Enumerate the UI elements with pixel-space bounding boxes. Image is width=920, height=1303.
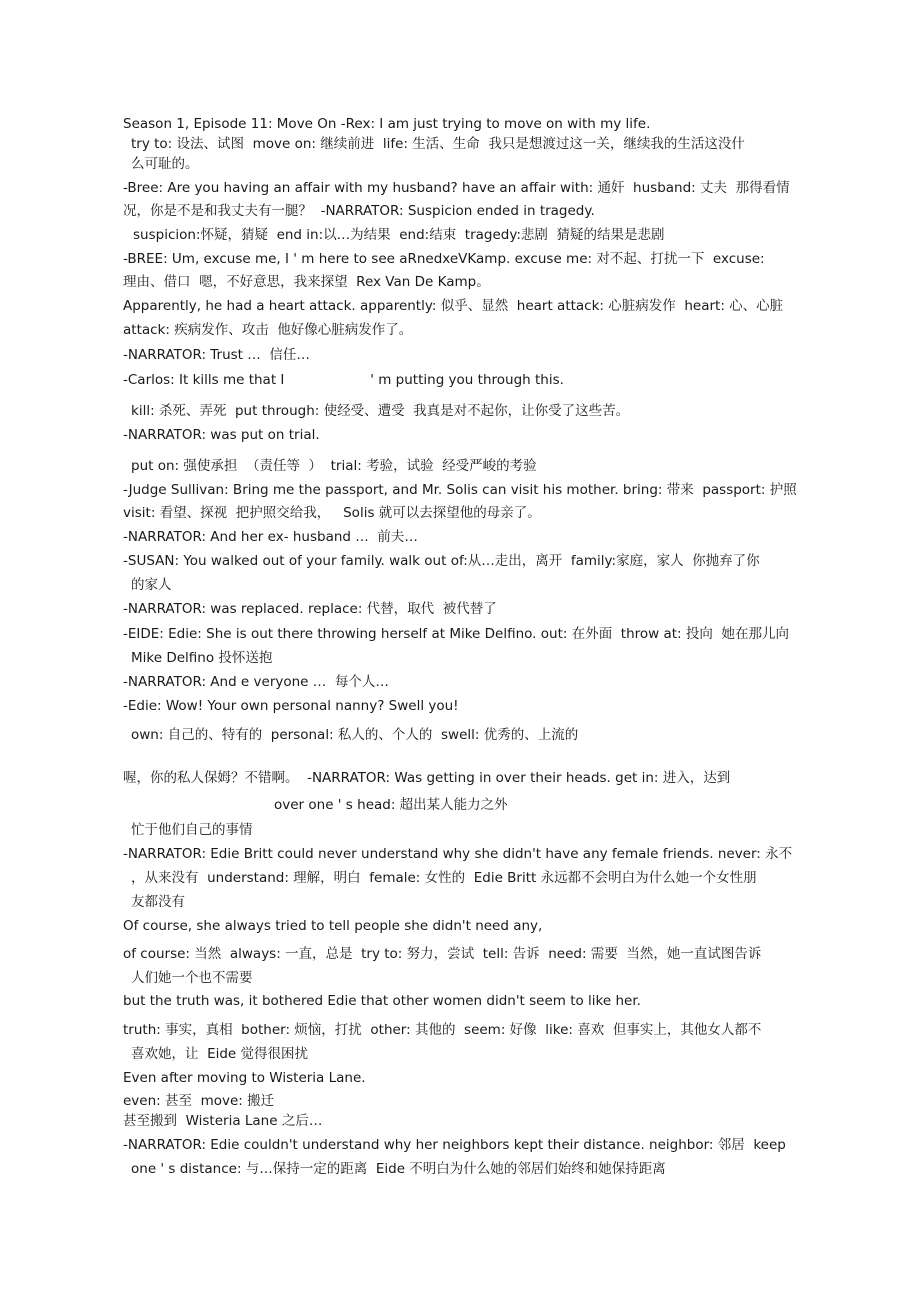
text-line: one ' s distance: 与…保持一定的距离 Eide 不明白为什么她的邻居们始终和她保持距离 — [131, 1161, 666, 1177]
text-line: visit: 看望、探视 把护照交给我， Solis 就可以去探望他的母亲了。 — [123, 505, 541, 521]
text-line: Even after moving to Wisteria Lane. — [123, 1070, 366, 1086]
text-line: attack: 疾病发作、攻击 他好像心脏病发作了。 — [123, 322, 413, 338]
text-line: -Edie: Wow! Your own personal nanny? Swell you! — [123, 698, 459, 714]
text-line: -EIDE: Edie: She is out there throwing herself at Mike Delfino. out: 在外面 throw at: 投向 她在那儿向 — [123, 626, 789, 642]
text-line: kill: 杀死、弄死 put through: 使经受、遭受 我真是对不起你，让你受了这些苦。 — [131, 403, 630, 419]
text-line: of course: 当然 always: 一直，总是 try to: 努力，尝试 tell: 告诉 need: 需要 当然，她一直试图告诉 — [123, 946, 762, 962]
text-line: 况，你是不是和我丈夫有一腿？ -NARRATOR: Suspicion ended in tragedy. — [123, 203, 595, 219]
text-line: Of course, she always tried to tell people she didn't need any, — [123, 918, 543, 934]
text-line: Apparently, he had a heart attack. apparently: 似乎、显然 heart attack: 心脏病发作 heart: 心、心脏 — [123, 298, 784, 314]
text-line: 么可耻的。 — [131, 156, 199, 172]
text-line: ，从来没有 understand: 理解，明白 female: 女性的 Edie Britt 永远都不会明白为什么她一个女性朋 — [131, 870, 757, 886]
text-line: -Judge Sullivan: Bring me the passport, and Mr. Solis can visit his mother. bring: 带来 passport: 护照 — [123, 482, 797, 498]
text-line: 友都没有 — [131, 894, 185, 910]
text-line: -NARRATOR: Edie Britt could never understand why she didn't have any female friends. never: 永不 — [123, 846, 793, 862]
text-line: Mike Delfino 投怀送抱 — [131, 650, 273, 666]
text-line: 的家人 — [131, 577, 172, 593]
text-line: -NARRATOR: was put on trial. — [123, 427, 320, 443]
text-line: 喔，你的私人保姆？不错啊。 -NARRATOR: Was getting in over their heads. get in: 进入，达到 — [123, 770, 731, 786]
text-line: try to: 设法、试图 move on: 继续前进 life: 生活、生命 我只是想渡过这一关，继续我的生活这没什 — [131, 136, 745, 152]
text-line: -NARRATOR: was replaced. replace: 代替，取代 被代替了 — [123, 601, 497, 617]
text-line: -BREE: Um, excuse me, I ' m here to see aRnedxeVKamp. excuse me: 对不起、打扰一下 excuse: — [123, 251, 765, 267]
text-line: put on: 强使承担 （责任等 ） trial: 考验，试验 经受严峻的考验 — [131, 458, 537, 474]
text-line: -NARRATOR: Edie couldn't understand why her neighbors kept their distance. neighbor: 邻居 keep — [123, 1137, 786, 1153]
text-line: -Bree: Are you having an affair with my husband? have an affair with: 通奸 husband: 丈夫 那得看情 — [123, 180, 790, 196]
text-line: 喜欢她，让 Eide 觉得很困扰 — [131, 1046, 309, 1062]
text-line: Season 1, Episode 11: Move On -Rex: I am just trying to move on with my life. — [123, 116, 651, 132]
text-line: even: 甚至 move: 搬迁 — [123, 1093, 275, 1109]
text-line: 甚至搬到 Wisteria Lane 之后… — [123, 1113, 323, 1129]
text-line: -NARRATOR: Trust … 信任… — [123, 347, 310, 363]
text-line: -NARRATOR: And her ex- husband … 前夫… — [123, 529, 418, 545]
text-line: suspicion:怀疑，猜疑 end in:以…为结果 end:结束 tragedy:悲剧 猜疑的结果是悲剧 — [133, 227, 665, 243]
text-line: -SUSAN: You walked out of your family. walk out of:从…走出，离开 family:家庭，家人 你抛弃了你 — [123, 553, 760, 569]
text-line: -NARRATOR: And e veryone … 每个人… — [123, 674, 389, 690]
text-line: truth: 事实，真相 bother: 烦恼，打扰 other: 其他的 seem: 好像 like: 喜欢 但事实上，其他女人都不 — [123, 1022, 762, 1038]
text-line: but the truth was, it bothered Edie that other women didn't seem to like her. — [123, 993, 641, 1009]
text-line: 人们她一个也不需要 — [131, 970, 253, 986]
text-line: 忙于他们自己的事情 — [131, 822, 253, 838]
text-line: over one ' s head: 超出某人能力之外 — [274, 797, 508, 813]
text-line: own: 自己的、特有的 personal: 私人的、个人的 swell: 优秀的、上流的 — [131, 727, 579, 743]
text-line: -Carlos: It kills me that I ' m putting you through this. — [123, 372, 564, 388]
text-line: 理由、借口 嗯，不好意思，我来探望 Rex Van De Kamp。 — [123, 274, 490, 290]
